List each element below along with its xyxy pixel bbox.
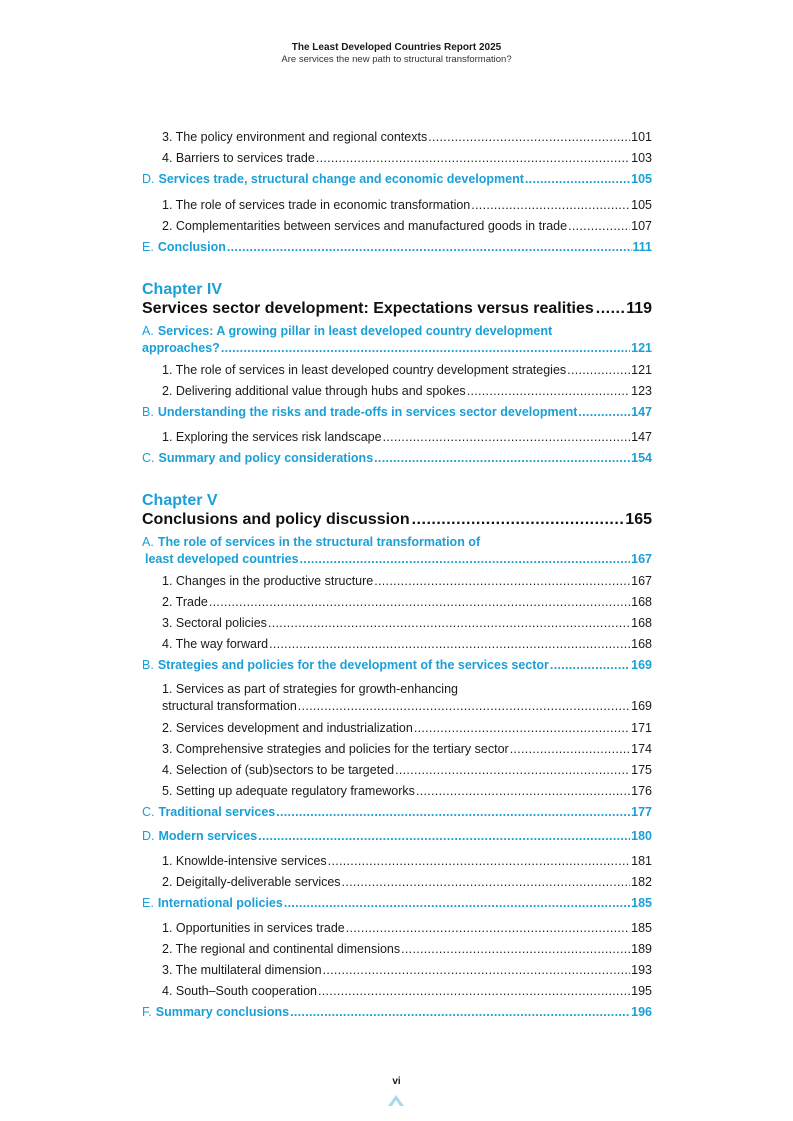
toc-entry-text: 1. The role of services in least developed country development strategies: [162, 363, 567, 377]
toc-section-text: Summary conclusions: [155, 1005, 290, 1019]
toc-entry-page: 189: [631, 942, 652, 956]
toc-entry-text: 4. Barriers to services trade: [162, 151, 315, 165]
toc-entry-page: 195: [631, 984, 652, 998]
toc-entry-text: 2. Trade: [162, 595, 208, 609]
toc-section-text: Traditional services: [158, 805, 276, 819]
toc-section-letter: B.: [142, 405, 154, 419]
toc-entry-page: 167: [631, 574, 652, 588]
toc-entry[interactable]: [142, 940, 652, 961]
toc-entry-page: 175: [631, 763, 652, 777]
toc-entry[interactable]: [142, 149, 652, 170]
toc-entry[interactable]: [142, 961, 652, 982]
toc-section-text: The role of services in the structural transformation of: [157, 535, 481, 549]
toc-entry-text: 3. Sectoral policies: [162, 616, 267, 630]
toc-entry[interactable]: [142, 681, 652, 715]
toc-entry-page: 147: [631, 430, 652, 444]
toc-entry-page: 105: [631, 198, 652, 212]
toc-entry-page: 103: [631, 151, 652, 165]
toc-section[interactable]: [142, 449, 652, 471]
toc-section-page: 154: [631, 451, 652, 465]
toc-section-text: International policies: [157, 896, 283, 910]
toc-section[interactable]: [142, 894, 652, 919]
toc-section[interactable]: [142, 238, 652, 260]
toc-entry-page: 101: [631, 130, 652, 144]
chapter-title[interactable]: [142, 299, 652, 319]
toc-section[interactable]: [142, 323, 652, 357]
toc-entry-text: 3. The policy environment and regional contexts: [162, 130, 428, 144]
page-number: vi: [392, 1076, 401, 1087]
toc-section[interactable]: [142, 803, 652, 827]
toc-entry-page: 174: [631, 742, 652, 756]
toc-section-letter: D.: [142, 829, 155, 843]
toc-entry-page: 169: [631, 699, 652, 713]
toc-entry[interactable]: [142, 719, 652, 740]
toc-section-letter: F.: [142, 1005, 152, 1019]
toc-section-text: Services: A growing pillar in least developed country development: [157, 324, 553, 338]
toc-section-letter: A.: [142, 535, 154, 549]
page-header: [0, 42, 793, 66]
toc-entry-text: 3. Comprehensive strategies and policies for the tertiary sector: [162, 742, 509, 756]
toc-entry[interactable]: [142, 428, 652, 449]
toc-entry-page: 182: [631, 875, 652, 889]
toc-entry[interactable]: [142, 382, 652, 403]
toc-entry-text: 1. Services as part of strategies for growth-enhancing: [162, 682, 458, 696]
toc-entry[interactable]: [142, 873, 652, 894]
toc-entry-text: 4. Selection of (sub)sectors to be targeted: [162, 763, 395, 777]
toc-entry-text: 1. Opportunities in services trade: [162, 921, 345, 935]
toc-entry-page: 168: [631, 616, 652, 630]
toc-entry-page: 181: [631, 854, 652, 868]
table-of-contents: [142, 128, 652, 1025]
toc-entry-page: 121: [631, 363, 652, 377]
toc-section-page: 111: [632, 240, 652, 254]
toc-section[interactable]: [142, 534, 652, 568]
toc-section-letter: C.: [142, 451, 155, 465]
toc-section-letter: E.: [142, 896, 154, 910]
toc-entry-page: 176: [631, 784, 652, 798]
toc-section-text: Modern services: [158, 829, 258, 843]
toc-entry-page: 168: [631, 637, 652, 651]
toc-section-page: 180: [631, 829, 652, 843]
toc-entry-text: 2. Delivering additional value through hubs and spokes: [162, 384, 466, 398]
report-title: The Least Developed Countries Report 2025: [291, 42, 502, 53]
toc-entry[interactable]: [142, 196, 652, 217]
toc-section-page: 105: [631, 172, 652, 186]
toc-section-letter: D.: [142, 172, 155, 186]
toc-section-letter: A.: [142, 324, 154, 338]
chapter-page: 119: [626, 300, 652, 317]
chapter-title-text: Conclusions and policy discussion: [142, 511, 410, 528]
toc-entry[interactable]: [142, 782, 652, 803]
toc-section-letter: B.: [142, 658, 154, 672]
toc-entry-text: 2. Complementarities between services and manufactured goods in trade: [162, 219, 568, 233]
toc-section[interactable]: [142, 1003, 652, 1025]
toc-entry-text: 1. Knowlde-intensive services: [162, 854, 327, 868]
toc-entry-text: 4. South–South cooperation: [162, 984, 317, 998]
toc-section-page: 185: [631, 896, 652, 910]
toc-section-letter: E.: [142, 240, 154, 254]
toc-section[interactable]: [142, 827, 652, 852]
toc-entry-page: 168: [631, 595, 652, 609]
toc-section-page: 196: [631, 1005, 652, 1019]
toc-section-page: 169: [631, 658, 652, 672]
toc-entry-page: 107: [631, 219, 652, 233]
toc-section-page: 167: [631, 552, 652, 566]
toc-entry-text: 3. The multilateral dimension: [162, 963, 322, 977]
toc-section-page: 177: [631, 805, 652, 819]
toc-section-text: Services trade, structural change and economic development: [158, 172, 524, 186]
toc-entry[interactable]: [142, 361, 652, 382]
report-subtitle: Are services the new path to structural transformation?: [281, 54, 512, 65]
toc-entry[interactable]: [142, 635, 652, 656]
chapter-label: Chapter V: [142, 492, 218, 509]
toc-section-letter: C.: [142, 805, 155, 819]
toc-section[interactable]: [142, 170, 652, 196]
chapter-label: Chapter IV: [142, 281, 223, 298]
toc-entry-text: 2. Deigitally-deliverable services: [162, 875, 341, 889]
chapter-page: 165: [625, 511, 652, 528]
chevron-up-icon[interactable]: [386, 1090, 406, 1110]
toc-section-text: Understanding the risks and trade-offs in services sector development: [157, 405, 578, 419]
toc-entry-text: 1. Changes in the productive structure: [162, 574, 374, 588]
toc-section-text: Summary and policy considerations: [158, 451, 374, 465]
toc-entry-page: 193: [631, 963, 652, 977]
toc-entry[interactable]: [142, 761, 652, 782]
toc-section-text-cont: approaches?: [142, 341, 220, 355]
toc-section-text: Strategies and policies for the development of the services sector: [157, 658, 549, 672]
toc-entry-page: 171: [631, 721, 652, 735]
toc-entry[interactable]: [142, 919, 652, 940]
toc-entry[interactable]: [142, 572, 652, 593]
toc-entry-text: 4. The way forward: [162, 637, 269, 651]
toc-entry-text: 1. Exploring the services risk landscape: [162, 430, 382, 444]
toc-entry[interactable]: [142, 128, 652, 149]
toc-entry[interactable]: [142, 740, 652, 761]
toc-section-text: Conclusion: [157, 240, 226, 254]
toc-entry[interactable]: [142, 217, 652, 238]
toc-entry[interactable]: [142, 982, 652, 1003]
toc-entry[interactable]: [142, 852, 652, 873]
toc-entry-text: 5. Setting up adequate regulatory frameworks: [162, 784, 415, 798]
toc-entry-text: 2. Services development and industrialization: [162, 721, 413, 735]
toc-entry-page: 185: [631, 921, 652, 935]
toc-section-page: 121: [631, 341, 652, 355]
toc-entry[interactable]: [142, 614, 652, 635]
toc-entry-text: 2. The regional and continental dimensions: [162, 942, 401, 956]
toc-entry-text: 1. The role of services trade in economic transformation: [162, 198, 471, 212]
chapter-title[interactable]: [142, 510, 652, 530]
toc-section[interactable]: [142, 403, 652, 428]
toc-section-text-cont: least developed countries: [145, 552, 299, 566]
chapter-title-text: Services sector development: Expectations versus realities: [142, 300, 594, 317]
toc-entry-page: 123: [631, 384, 652, 398]
toc-entry-text-cont: structural transformation: [162, 699, 297, 713]
toc-section[interactable]: [142, 656, 652, 681]
toc-section-page: 147: [631, 405, 652, 419]
toc-entry[interactable]: [142, 593, 652, 614]
